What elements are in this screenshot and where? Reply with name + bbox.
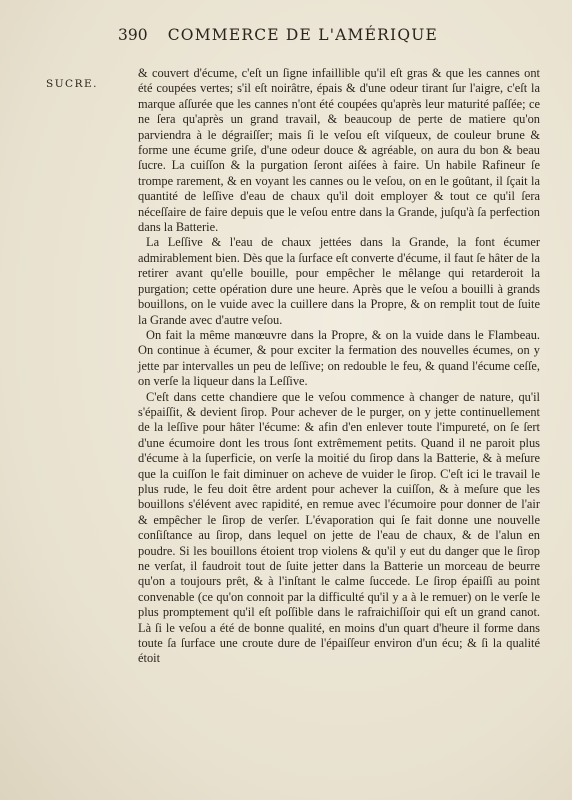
paragraph-1: & couvert d'écume, c'eſt un ſigne infaillible qu'il eſt gras & que les cannes ont été coupées vertes; s'il eſt noirâtre, épais & d'une odeur tirant ſur l'aigre, c'eſt la marque aſſurée que les cannes n'ont été coupées qu'après leur maturité paſſée; ce ne ſera qu'après un grand travail, & beaucoup de perte de matiere qu'on parviendra à le dégraiſſer; mais ſi le veſou eſt viſqueux, de couleur brune & forme une écume griſe, d'une odeur douce & agréable, on aura du bon & beau ſucre. La cuiſſon & la purgation ſeront aiſées à faire. Un habile Rafineur ſe trompe rarement, & en voyant les cannes ou le veſou, on en le goûtant, il ſçait la quantité de leſſive d'eau de chaux qu'il doit employer & tout ce qu'il ſera néceſſaire de faire depuis que le veſou entre dans la Grande, juſqu'à ſa perfection dans la Batterie.	[138, 66, 540, 235]
page-number: 390	[118, 26, 148, 44]
margin-note: SUCRE.	[46, 78, 98, 90]
paragraph-4: C'eſt dans cette chandiere que le veſou commence à changer de nature, qu'il s'épaiſſit, & devient ſirop. Pour achever de le purger, on y jette continuellement de la leſſive pour hâter l'écume: & afin d'en enlever toute l'impureté, on ſe ſert d'une écumoire dont les trous ſont extrêmement petits. Quand il ne paroit plus d'écume à la ſuperficie, on verſe la moitié du ſirop dans la Batterie, & à meſure que la cuiſſon le fait diminuer on acheve de vuider le ſirop. C'eſt ici le travail le plus rude, le feu doit être ardent pour achever la cuiſſon, & à meſure que les bouillons s'élévent avec rapidité, en remue avec l'écumoire pour donner de l'air & empêcher le ſirop de verſer. L'évaporation qui ſe fait donne une nouvelle conſiſtance au ſirop, dans lequel on jette de l'eau de chaux, & de l'alun en poudre. Si les bouillons étoient trop violens & qu'il y eut du danger que le ſirop ne verſat, il faudroit tout de ſuite jetter dans la Batterie un morceau de beurre qu'on a toujours prêt, & à l'inſtant le calme ſuccede. Le ſirop épaiſſi au point convenable (ce qu'on connoit par la difficulté qu'il y a à le remuer) on le verſe le plus promptement qu'il eſt poſſible dans le rafraichiſſoir qui eſt un grand canot. Là ſi le veſou a été de bonne qualité, en moins d'un quart d'heure il forme dans toute ſa ſurface une croute dure de l'épaiſſeur environ d'un écu; & ſi la qualité étoit	[138, 389, 540, 666]
running-header	[118, 26, 438, 44]
paragraph-3: On fait la même manœuvre dans la Propre, & on la vuide dans le Flambeau. On continue à écumer, & pour exciter la fermation des nouvelles écumes, on y jette par intervalles un peu de leſſive; on redouble le feu, & quand l'écume ceſſe, on verſe la liqueur dans la Leſſive.	[138, 327, 540, 389]
paragraph-2: La Leſſive & l'eau de chaux jettées dans la Grande, la font écumer admirablement bien. Dès que la ſurface eſt converte d'écume, il faut ſe hâter de la retirer avant qu'elle bouille, pour empêcher le mêlange qui retarderoit la purgation; cette opération dure une heure. Après que le veſou a bouilli à grands bouillons, on le vuide avec la cuillere dans la Propre, & on remplit tout de ſuite la Grande avec d'autre veſou.	[138, 235, 540, 327]
running-title: COMMERCE DE L'AMÉRIQUE	[167, 26, 439, 44]
body-text	[138, 66, 540, 667]
